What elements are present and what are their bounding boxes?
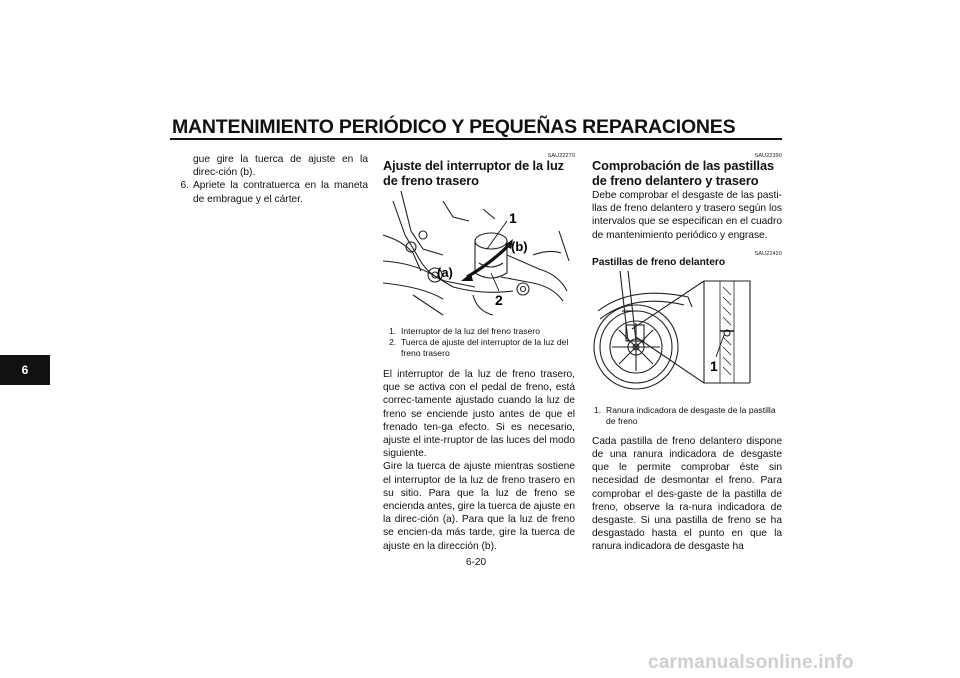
figure-label-a: (a)	[437, 265, 453, 280]
figure-label-2: 2	[495, 292, 503, 308]
brake-switch-figure	[383, 191, 575, 319]
step-text: Apriete la contratuerca en la maneta de embrague y el cárter.	[193, 180, 368, 205]
header-rule	[170, 138, 782, 140]
figure-label-b: (b)	[511, 239, 528, 254]
continuation-text: gue gire la tuerca de ajuste en la direc-ción (b).	[193, 154, 368, 179]
caption-text: Tuerca de ajuste del interruptor de la luz del freno trasero	[401, 337, 569, 358]
section-code: SAU22270	[547, 153, 575, 159]
page-title: MANTENIMIENTO PERIÓDICO Y PEQUEÑAS REPARACIONES	[172, 116, 736, 138]
section-body	[592, 189, 782, 242]
section-body	[592, 435, 782, 554]
caption-number: 2.	[389, 337, 397, 347]
footer-watermark: carmanualsonline.info	[648, 652, 854, 673]
page-number: 6-20	[466, 557, 487, 568]
caption-item	[389, 326, 575, 337]
caption-number: 1.	[389, 326, 397, 336]
paragraph: Debe comprobar el desgaste de las pasti-llas de freno delantero y trasero según los intervalos que se especifican en el cuadro de mantenimiento periódico y engrase.	[592, 190, 782, 241]
figure-caption	[389, 326, 575, 359]
front-brake-figure	[592, 271, 782, 399]
column-2	[383, 153, 575, 553]
subsection-code: SAU22420	[754, 250, 782, 257]
figure-label-1: 1	[509, 210, 517, 226]
paragraph: Gire la tuerca de ajuste mientras sostiene el interruptor de la luz de freno trasero en su sitio. Para que la luz de freno se encienda antes, gire la tuerca de ajuste en la direc-ción (a). Para que la luz de freno se encien-da más tarde, gire la tuerca de ajuste en la dirección (b).	[383, 461, 575, 552]
chapter-tab: 6	[0, 355, 50, 385]
caption-item	[389, 337, 575, 359]
figure-label-1: 1	[710, 357, 718, 374]
section-title: Comprobación de las pastillas de freno delantero y trasero	[592, 158, 774, 188]
step-number: 6.	[180, 180, 189, 192]
caption-item	[594, 405, 782, 427]
caption-text: Interruptor de la luz del freno trasero	[401, 326, 541, 336]
caption-number: 1.	[594, 404, 602, 415]
section-body	[383, 368, 575, 553]
column-3	[592, 153, 782, 554]
paragraph: El interruptor de la luz de freno trasero, que se activa con el pedal de freno, está correc-tamente ajustado cuando la luz de freno se enciende justo antes de que el frenado ten-ga efecto. Si es necesario, ajuste el inte-rruptor de las luces del modo siguiente.	[383, 369, 575, 460]
step-6	[172, 179, 368, 205]
paragraph: Cada pastilla de freno delantero dispone de una ranura indicadora de desgaste que le permite comprobar éste sin necesidad de desmontar el freno. Para comprobar el des-gaste de la pastilla de freno, observe la ra-nura indicadora de desgaste. Si una pastilla de freno se ha desgastado hasta el punto en que la ranura indicadora de desgaste ha	[592, 435, 782, 553]
caption-text: Ranura indicadora de desgaste de la pastilla de freno	[606, 404, 776, 426]
figure-caption	[594, 405, 782, 427]
subsection-title: Pastillas de freno delantero	[592, 256, 726, 268]
section-code: SAU22390	[754, 153, 782, 159]
column-1	[172, 153, 368, 206]
section-title: Ajuste del interruptor de la luz de freno trasero	[383, 158, 564, 188]
